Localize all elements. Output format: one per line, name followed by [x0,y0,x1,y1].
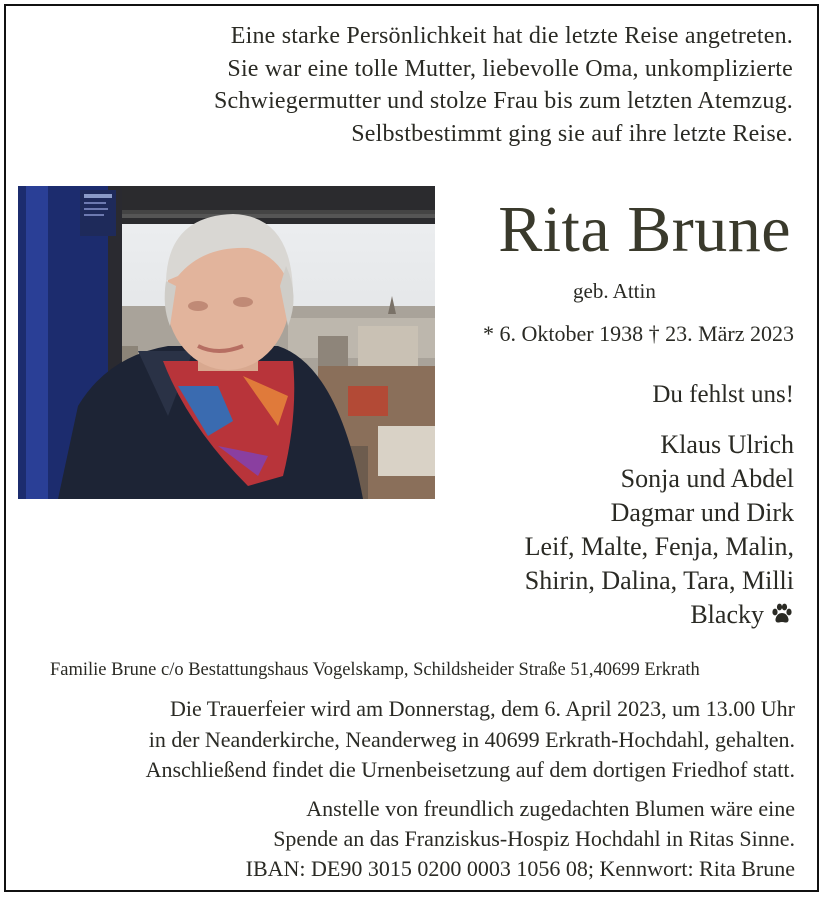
donation-line: Anstelle von freundlich zugedachten Blumen wäre eine [306,796,795,821]
family-line: Leif, Malte, Fenja, Malin, [524,532,794,561]
family-line: Klaus Ulrich [660,430,794,459]
deceased-name: Rita Brune [498,193,791,266]
service-line: in der Neanderkirche, Neanderweg in 40699 Erkrath-Hochdahl, gehalten. [148,726,795,752]
family-line-pet [525,598,794,635]
intro-line: Eine starke Persönlichkeit hat die letzte Reise angetreten. [230,23,793,49]
farewell-message: Du fehlst uns! [652,381,794,408]
intro-line: Selbstbestimmt ging sie auf ihre letzte Reise. [351,120,793,147]
service-line: Die Trauerfeier wird am Donnerstag, dem 6. April 2023, um 13.00 Uhr [169,696,795,721]
life-dates: * 6. Oktober 1938 † 23. März 2023 [482,321,794,346]
birth-name: geb. Attin [573,279,656,303]
family-line: Sonja und Abdel [620,464,794,493]
paw-icon [770,601,794,635]
funeral-service-info [25,694,795,786]
service-line: Anschließend findet die Urnenbeisetzung auf dem dortigen Friedhof statt. [145,757,795,782]
family-line: Shirin, Dalina, Tara, Milli [524,566,794,595]
donation-line: Spende an das Franziskus-Hospiz Hochdahl in Ritas Sinne. [273,826,795,851]
portrait-photo [18,186,435,499]
intro-line: Sie war eine tolle Mutter, liebevolle Oma, unkomplizierte [227,55,793,82]
family-list [525,428,794,635]
donation-info [75,794,795,884]
intro-text [33,20,793,150]
family-line: Dagmar und Dirk [610,498,794,527]
donation-line: IBAN: DE90 3015 0200 0003 1056 08; Kennwort: Rita Brune [245,856,795,881]
pet-name: Blacky [690,600,764,629]
family-address: Familie Brune c/o Bestattungshaus Vogelskamp, Schildsheider Straße 51,40699 Erkrath [50,660,700,680]
intro-line: Schwiegermutter und stolze Frau bis zum letzten Atemzug. [213,88,793,114]
